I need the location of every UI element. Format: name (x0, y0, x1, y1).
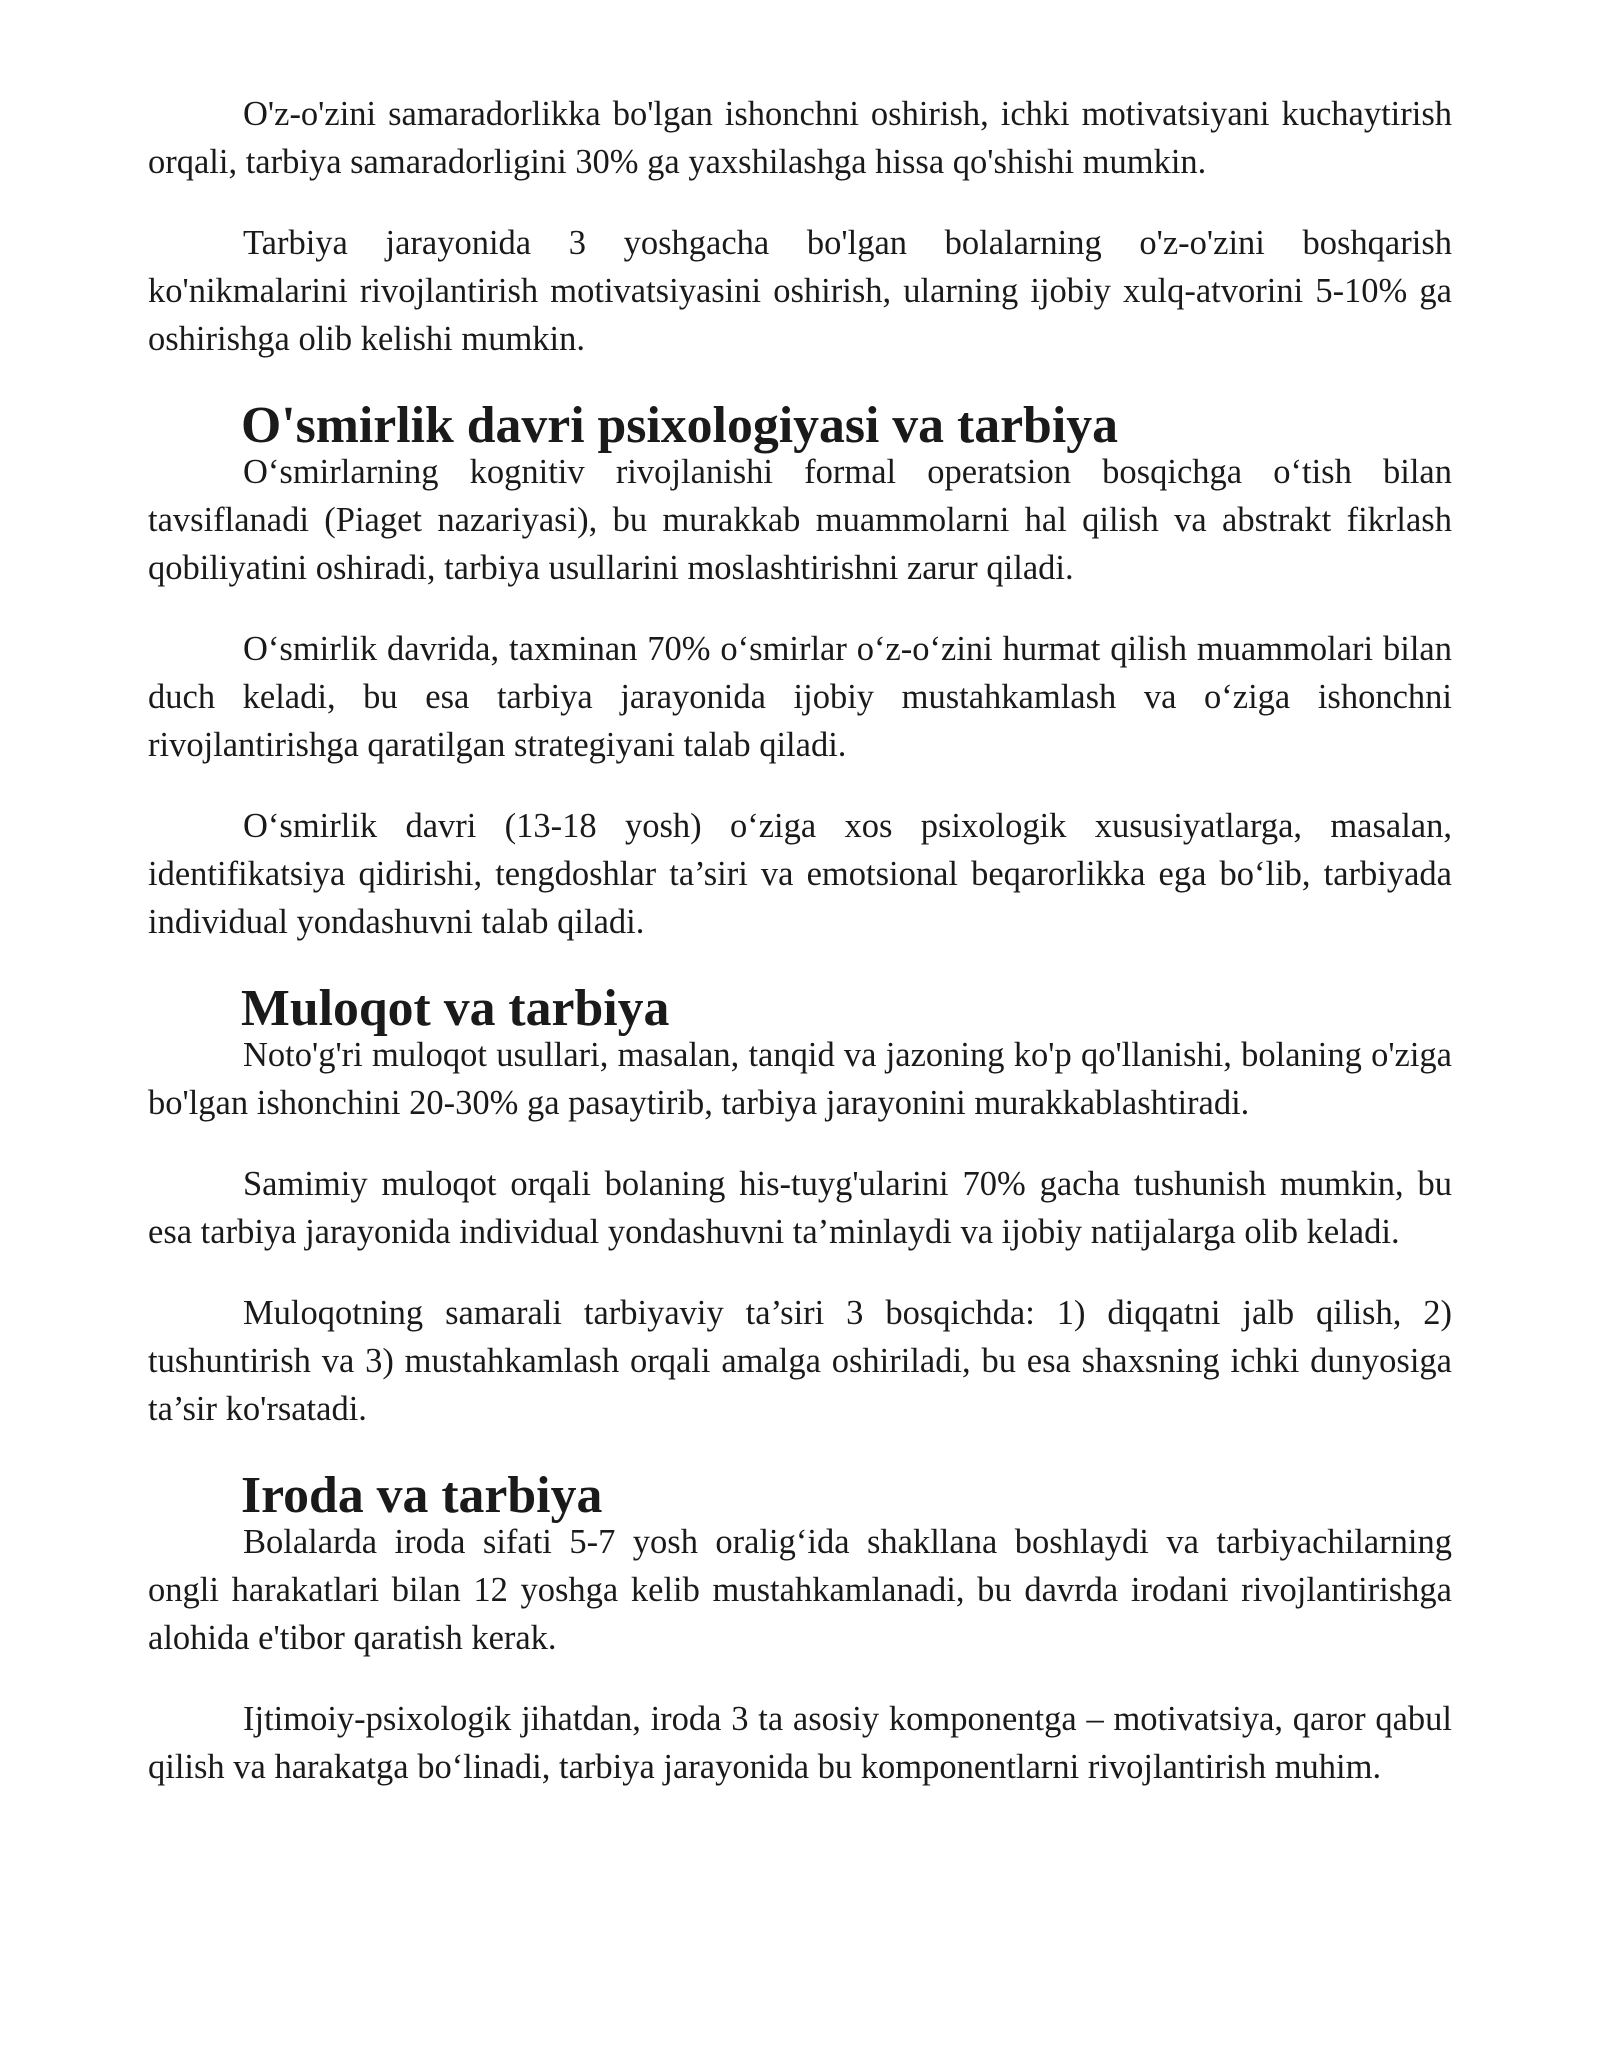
section-heading: Muloqot va tarbiya (241, 980, 670, 1037)
paragraph: O‘smirlik davri (13-18 yosh) o‘ziga xos psixologik xususiyatlarga, masalan, identifikatsiya qidirishi, tengdoshlar ta’siri va emotsional beqarorlikka ega bo‘lib, tarbiyada individual yondashuvni talab qiladi. (148, 807, 1452, 941)
section-heading: O'smirlik davri psixologiyasi va tarbiya (241, 397, 1118, 454)
paragraph: O'z-o'zini samaradorlikka bo'lgan ishonchni oshirish, ichki motivatsiyani kuchaytirish orqali, tarbiya samaradorligini 30% ga yaxshilashga hissa qo'shishi mumkin. (148, 95, 1452, 181)
paragraph: O‘smirlarning kognitiv rivojlanishi formal operatsion bosqichga o‘tish bilan tavsiflanadi (Piaget nazariyasi), bu murakkab muammolarni hal qilish va abstrakt fikrlash qobiliyatini oshiradi, tarbiya usullarini moslashtirishni zarur qiladi. (148, 453, 1452, 587)
paragraph: Ijtimoiy-psixologik jihatdan, iroda 3 ta asosiy komponentga – motivatsiya, qaror qabul qilish va harakatga bo‘linadi, tarbiya jarayonida bu komponentlarni rivojlantirish muhim. (148, 1700, 1452, 1786)
document-page (148, 90, 1452, 1824)
paragraph: Tarbiya jarayonida 3 yoshgacha bo'lgan bolalarning o'z-o'zini boshqarish ko'nikmalarini rivojlantirish motivatsiyasini oshirish, ularning ijobiy xulq-atvorini 5-10% ga oshirishga olib kelishi mumkin. (148, 224, 1452, 358)
paragraph: O‘smirlik davrida, taxminan 70% o‘smirlar o‘z-o‘zini hurmat qilish muammolari bilan duch keladi, bu esa tarbiya jarayonida ijobiy mustahkamlash va o‘ziga ishonchni rivojlantirishga qaratilgan strategiyani talab qiladi. (148, 630, 1452, 764)
paragraph: Bolalarda iroda sifati 5-7 yosh oralig‘ida shakllana boshlaydi va tarbiyachilarning ongli harakatlari bilan 12 yoshga kelib mustahkamlanadi, bu davrda irodani rivojlantirishga alohida e'tibor qaratish kerak. (148, 1523, 1452, 1657)
paragraph: Samimiy muloqot orqali bolaning his-tuyg'ularini 70% gacha tushunish mumkin, bu esa tarbiya jarayonida individual yondashuvni ta’minlaydi va ijobiy natijalarga olib keladi. (148, 1165, 1452, 1251)
paragraph: Noto'g'ri muloqot usullari, masalan, tanqid va jazoning ko'p qo'llanishi, bolaning o'ziga bo'lgan ishonchini 20-30% ga pasaytirib, tarbiya jarayonini murakkablashtiradi. (148, 1036, 1452, 1122)
section-heading: Iroda va tarbiya (241, 1467, 603, 1524)
paragraph: Muloqotning samarali tarbiyaviy ta’siri 3 bosqichda: 1) diqqatni jalb qilish, 2) tushuntirish va 3) mustahkamlash orqali amalga oshiriladi, bu esa shaxsning ichki dunyosiga ta’sir ko'rsatadi. (148, 1294, 1452, 1428)
